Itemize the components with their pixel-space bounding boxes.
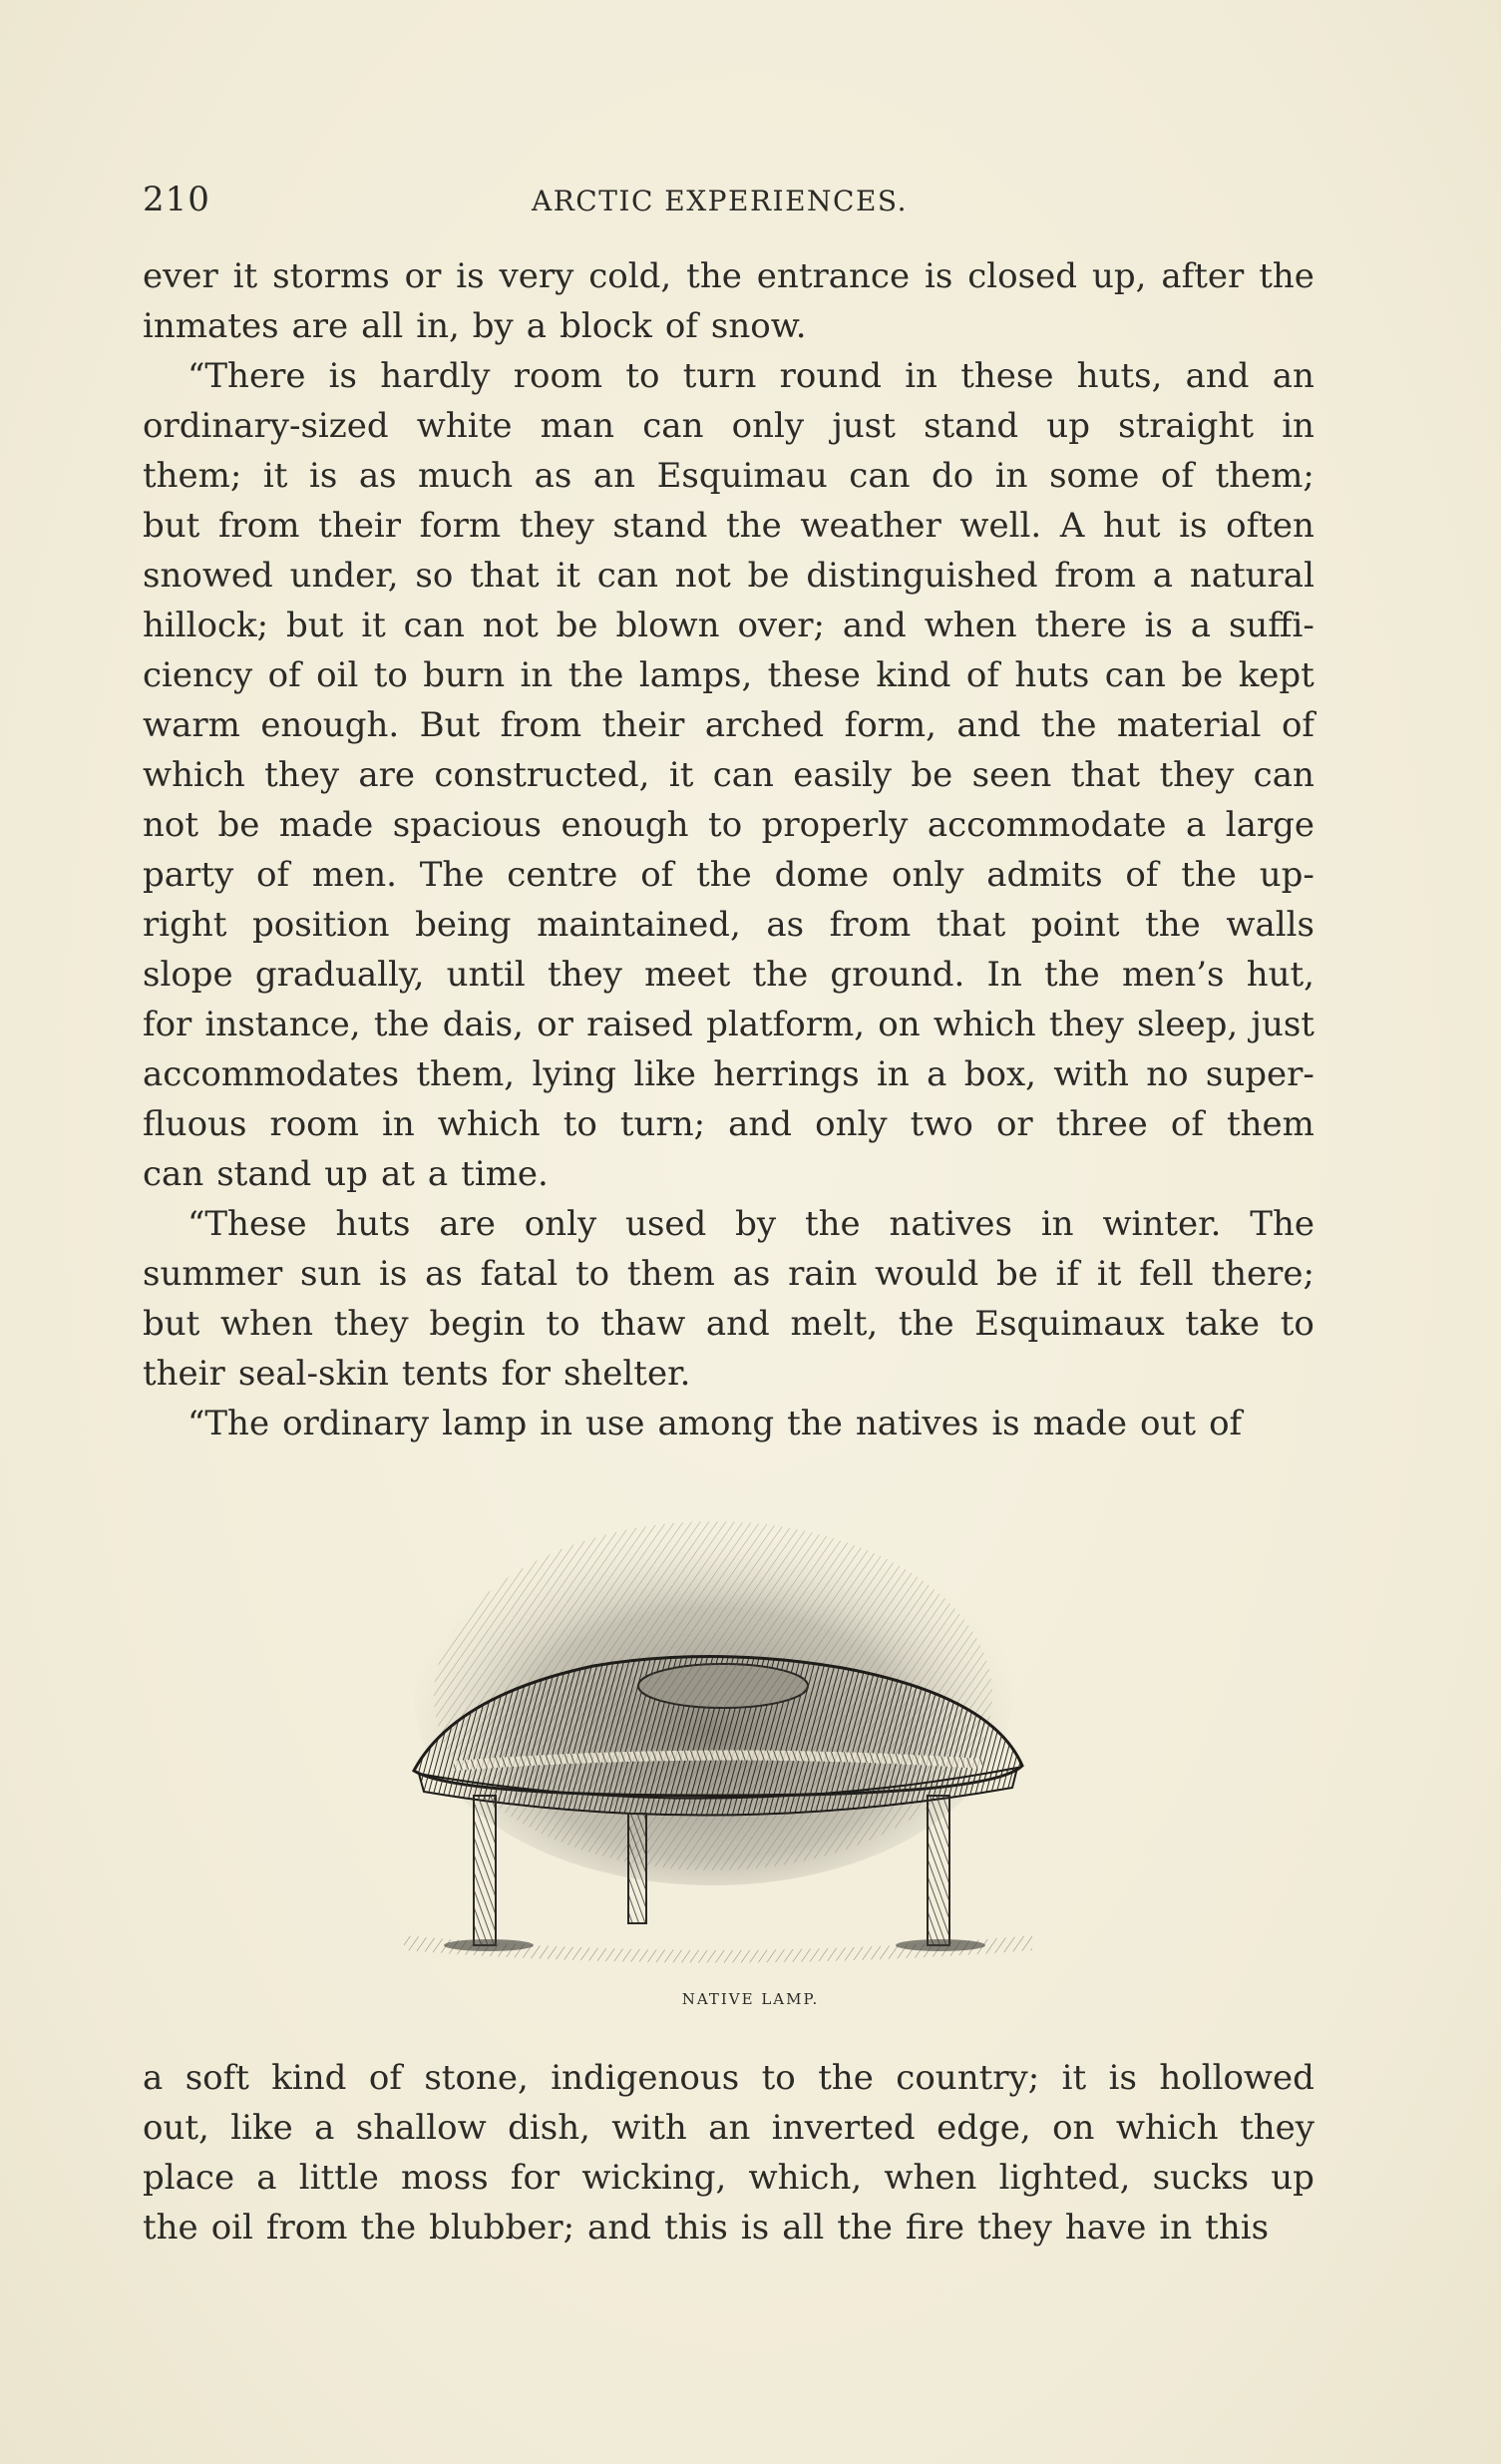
text-line: which they are constructed, it can easily be seen that they can [143, 755, 1314, 795]
text-line: warm enough. But from their arched form, and the material of [143, 705, 1314, 745]
text-line: “There is hardly room to turn round in these huts, and an [188, 356, 1314, 396]
text-line: fluous room in which to turn; and only two or three of them [143, 1104, 1314, 1144]
text-line: place a little moss for wicking, which, when lighted, sucks up [143, 2158, 1314, 2198]
text-line: ciency of oil to burn in the lamps, these kind of huts can be kept [143, 655, 1314, 695]
page-number: 210 [143, 180, 210, 219]
text-line: out, like a shallow dish, with an inverted edge, on which they [143, 2108, 1314, 2148]
text-line: but from their form they stand the weather well. A hut is often [143, 506, 1314, 546]
text-line: summer sun is as fatal to them as rain would be if it fell there; [143, 1254, 1314, 1294]
text-line: party of men. The centre of the dome only admits of the up- [143, 855, 1314, 895]
text-line: “These huts are only used by the natives in winter. The [188, 1204, 1314, 1244]
text-line: their seal-skin tents for shelter. [143, 1354, 691, 1394]
text-line: right position being maintained, as from that point the walls [143, 905, 1314, 945]
native-lamp-illustration [394, 1496, 1042, 1985]
text-line: but when they begin to thaw and melt, the Esquimaux take to [143, 1304, 1314, 1344]
text-line: can stand up at a time. [143, 1154, 549, 1194]
body-text-bottom [143, 2053, 1314, 2253]
text-line: for instance, the dais, or raised platform, on which they sleep, just [143, 1005, 1314, 1044]
page-header [143, 180, 1314, 227]
body-text-top [143, 251, 1314, 1448]
text-line: accommodates them, lying like herrings in a box, with no super- [143, 1054, 1314, 1094]
figure-caption: NATIVE LAMP. [681, 1990, 820, 2008]
text-line: a soft kind of stone, indigenous to the country; it is hollowed [143, 2058, 1314, 2098]
text-line: snowed under, so that it can not be distinguished from a natural [143, 556, 1314, 596]
text-line: slope gradually, until they meet the ground. In the men’s hut, [143, 955, 1314, 995]
text-line: “The ordinary lamp in use among the natives is made out of [188, 1404, 1243, 1443]
text-line: inmates are all in, by a block of snow. [143, 306, 807, 346]
running-head: ARCTIC EXPERIENCES. [532, 185, 908, 217]
text-line: them; it is as much as an Esquimau can do in some of them; [143, 456, 1314, 496]
text-line: ordinary-sized white man can only just stand up straight in [143, 406, 1314, 446]
text-line: ever it storms or is very cold, the entrance is closed up, after the [143, 256, 1314, 296]
text-line: hillock; but it can not be blown over; and when there is a suffi- [143, 606, 1314, 645]
text-line: not be made spacious enough to properly accommodate a large [143, 805, 1314, 845]
text-line: the oil from the blubber; and this is all the fire they have in this [143, 2208, 1270, 2248]
